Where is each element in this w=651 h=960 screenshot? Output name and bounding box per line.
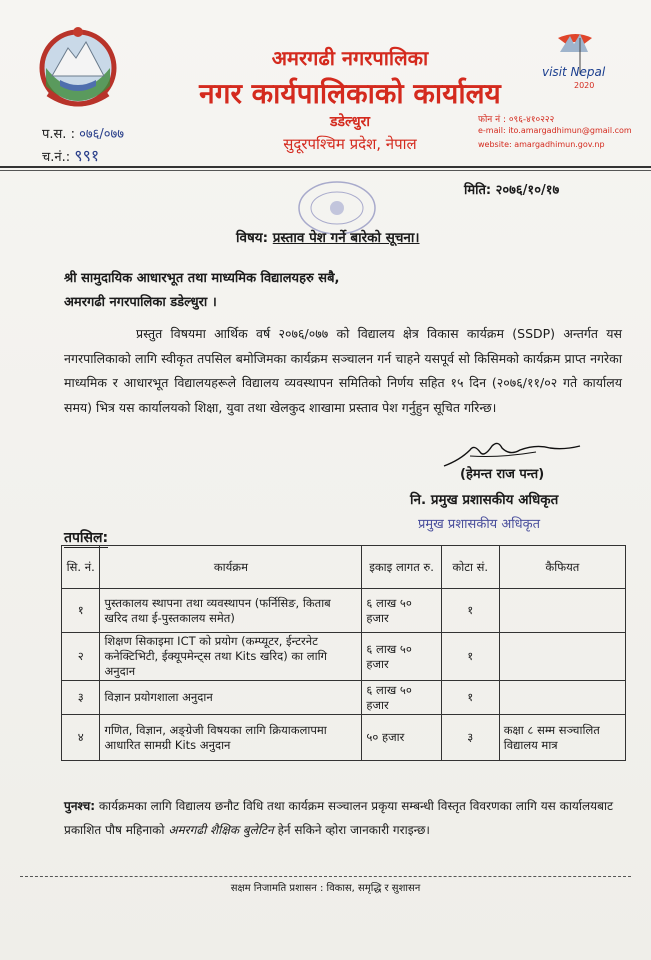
- email-address: e-mail: ito.amargadhimun@gmail.com: [478, 126, 632, 135]
- row-quota: ३: [441, 715, 499, 761]
- row-quota: १: [441, 589, 499, 633]
- table-header-row: [62, 546, 626, 589]
- table-row: [62, 681, 626, 715]
- row-cost: ६ लाख ५० हजार: [362, 589, 441, 633]
- subject-line: [236, 228, 420, 246]
- header-quota: कोटा सं.: [441, 546, 499, 589]
- postscript-text-before: कार्यक्रमका लागि विद्यालय छनौट विधि तथा कार्यक्रम सञ्चालन प्रकृया सम्बन्धी विस्तृत विवरणका लागि यस कार्यालयबाट प्रकाशित पौष महिनाको: [64, 799, 614, 837]
- row-remarks: [499, 681, 625, 715]
- signatory-stamp: प्रमुख प्रशासकीय अधिकृत: [418, 517, 541, 532]
- postscript-bulletin-name: अमरगढी शैक्षिक बुलेटिन: [168, 823, 274, 837]
- row-remarks: कक्षा ८ सम्म सञ्चालित विद्यालय मात्र: [499, 715, 625, 761]
- postscript-label: पुनश्च:: [64, 799, 95, 813]
- postscript: [64, 794, 624, 842]
- letter-date: मिति: २०७६/१०/१७: [464, 183, 560, 198]
- row-cost: ५० हजार: [362, 715, 441, 761]
- header-program: कार्यक्रम: [100, 546, 362, 589]
- subject-text: प्रस्ताव पेश गर्ने बारेको सूचना।: [272, 230, 420, 246]
- signatory-name: (हेमन्त राज पन्त): [460, 467, 545, 482]
- row-sn: ४: [62, 715, 100, 761]
- table-row: [62, 633, 626, 681]
- dispatch-ref: [42, 144, 99, 166]
- header-remarks: कैफियत: [499, 546, 625, 589]
- office-name: नगर कार्यपालिकाको कार्यालय: [199, 77, 501, 110]
- dispatch-label: च.नं.:: [42, 150, 71, 165]
- phone-number: फोन नं : ०९६-४१०२२२: [478, 115, 555, 125]
- row-program: शिक्षण सिकाइमा ICT को प्रयोग (कम्प्यूटर, ईन्टरनेट कनेक्टिभिटी, ईक्यूपमेन्ट्स तथा Kits खरिद) का लागि अनुदान: [100, 633, 362, 681]
- notice-body: प्रस्तुत विषयमा आर्थिक वर्ष २०७६/०७७ को विद्यालय क्षेत्र विकास कार्यक्रम (SSDP) अन्तर्गत यस नगरपालिकाको लागि स्वीकृत तपसिल बमोजिमका कार्यक्रम सञ्चालन गर्न चाहने यसपूर्व सो किसिमको कार्यक्रम प्राप्त नगरेका माध्यमिक र आधारभूत विद्यालयहरूले विद्यालय व्यवस्थापन समितिको निर्णय सहित १५ दिन (२०७६/११/०२ गते कार्यालय समय) भित्र यस कार्यालयको शिक्षा, युवा तथा खेलकुद शाखामा प्रस्ताव पेश गर्नुहुन सूचित गरिन्छ।: [64, 326, 622, 415]
- row-program: गणित, विज्ञान, अङ्ग्रेजी विषयका लागि क्रियाकलापमा आधारित सामग्री Kits अनुदान: [100, 715, 362, 761]
- subject-label: विषय:: [236, 230, 269, 246]
- program-table: [61, 545, 626, 761]
- footer-slogan: सक्षम निजामति प्रशासन : विकास, समृद्धि र सुशासन: [230, 883, 421, 894]
- row-sn: ३: [62, 681, 100, 715]
- header-divider-thin: [0, 170, 651, 171]
- addressee-line-2: अमरगढी नगरपालिका डडेल्धुरा ।: [64, 295, 217, 310]
- visit-nepal-text: visit Nepal: [542, 65, 606, 79]
- row-quota: १: [441, 681, 499, 715]
- table-row: [62, 715, 626, 761]
- header-cost: इकाइ लागत रु.: [362, 546, 441, 589]
- header-sn: सि. नं.: [62, 546, 100, 589]
- province-name: सुदूरपश्चिम प्रदेश, नेपाल: [283, 135, 417, 153]
- row-sn: १: [62, 589, 100, 633]
- table-row: [62, 589, 626, 633]
- postscript-text-after: हेर्न सकिने व्होरा जानकारी गराइन्छ।: [277, 823, 430, 837]
- footer-divider: [20, 876, 631, 877]
- row-remarks: [499, 589, 625, 633]
- row-sn: २: [62, 633, 100, 681]
- header-divider: [0, 166, 651, 168]
- nepal-emblem-icon: [38, 24, 118, 110]
- dispatch-value: ९९१: [74, 146, 100, 165]
- place-name: डडेल्धुरा: [330, 114, 370, 130]
- row-remarks: [499, 633, 625, 681]
- website-address: website: amargadhimun.gov.np: [478, 140, 605, 149]
- fiscal-ref: [42, 124, 124, 142]
- fiscal-label: प.स. :: [42, 127, 75, 142]
- row-program: विज्ञान प्रयोगशाला अनुदान: [100, 681, 362, 715]
- addressee-line-1: श्री सामुदायिक आधारभूत तथा माध्यमिक विद्यालयहरु सबै,: [64, 271, 340, 286]
- visit-nepal-year: 2020: [574, 81, 595, 90]
- fiscal-value: ०७६/०७७: [79, 127, 125, 142]
- municipality-name: अमरगढी नगरपालिका: [271, 46, 429, 70]
- row-program: पुस्तकालय स्थापना तथा व्यवस्थापन (फर्निसिङ, किताब खरिद तथा ई-पुस्तकालय समेत): [100, 589, 362, 633]
- row-cost: ६ लाख ५० हजार: [362, 633, 441, 681]
- table-title: तपसिल:: [64, 530, 109, 546]
- signatory-title: नि. प्रमुख प्रशासकीय अधिकृत: [410, 492, 559, 508]
- row-cost: ६ लाख ५० हजार: [362, 681, 441, 715]
- row-quota: १: [441, 633, 499, 681]
- visit-nepal-logo: [540, 30, 610, 94]
